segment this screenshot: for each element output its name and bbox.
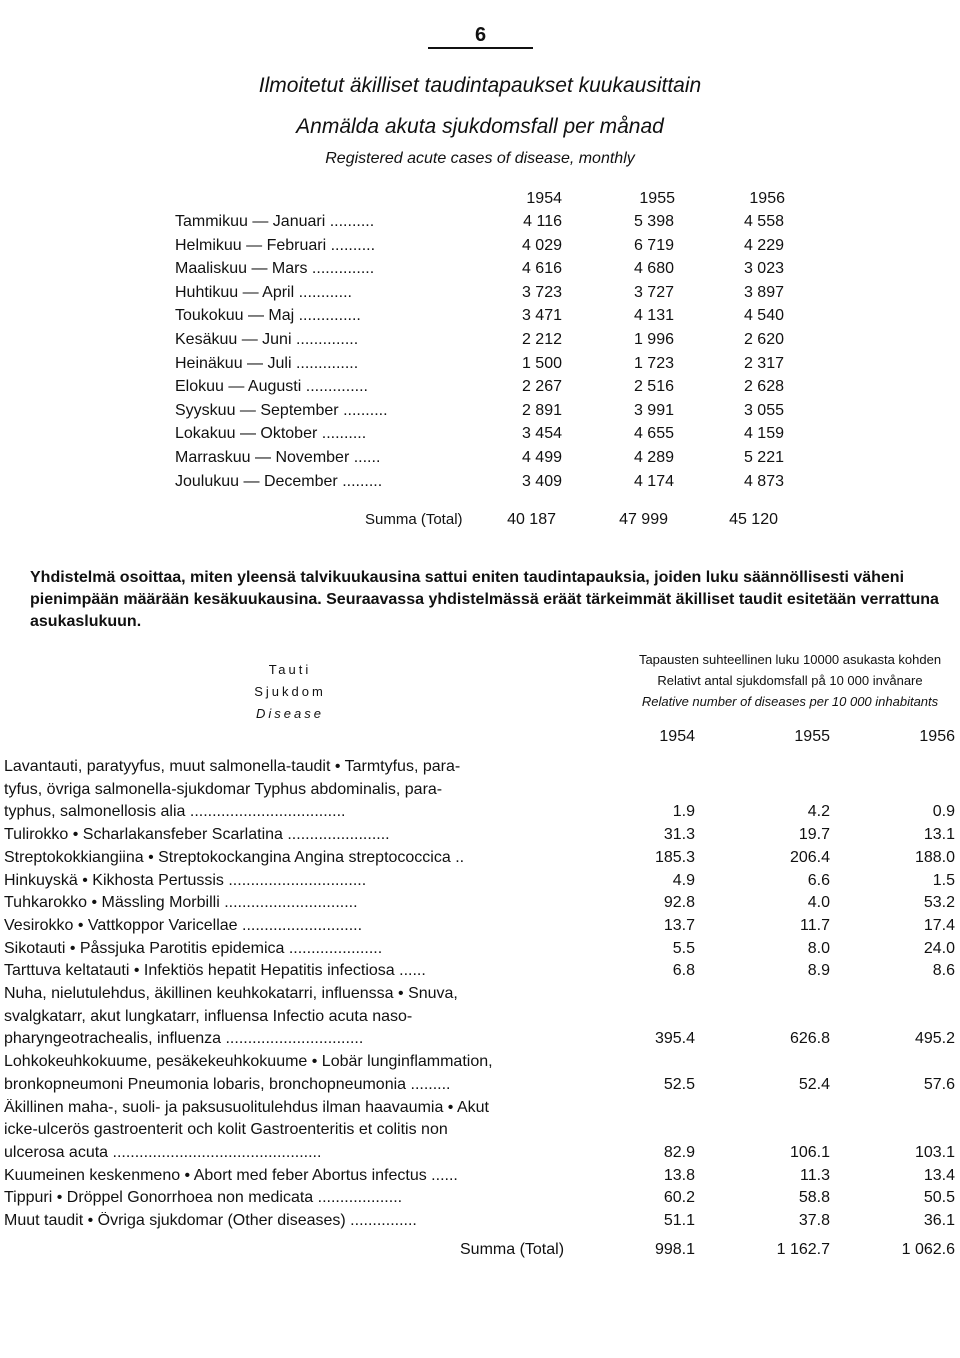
disease-rate-value: 11.7 <box>800 916 830 934</box>
month-value: 4 116 <box>523 213 562 230</box>
month-value: 2 620 <box>743 331 784 348</box>
disease-rate-value: 4.9 <box>672 871 695 889</box>
month-value: 2 317 <box>743 354 784 372</box>
month-value: 4 029 <box>521 236 562 254</box>
month-label: Tammikuu — Januari .......... <box>175 213 375 230</box>
title-english: Registered acute cases of disease, monthly <box>325 150 635 167</box>
month-value: 5 398 <box>633 213 674 230</box>
disease-rate-value: 37.8 <box>798 1212 830 1229</box>
month-value: 3 727 <box>633 283 674 301</box>
disease-label-line: icke-ulcerös gastroenterit och kolit Gastroenteritis et colitis non <box>4 1121 448 1139</box>
disease-rate-value: 626.8 <box>789 1030 830 1048</box>
disease-rate-value: 495.2 <box>914 1030 955 1048</box>
disease-rate-value: 13.8 <box>663 1166 695 1184</box>
month-label: Toukokuu — Maj .............. <box>175 307 361 325</box>
page-number-rule <box>428 47 533 49</box>
month-value: 4 174 <box>633 472 674 490</box>
header-tauti: Tauti <box>268 662 312 677</box>
month-value: 4 558 <box>743 213 784 230</box>
header-rate-swedish: Relativt antal sjukdomsfall på 10 000 invånare <box>657 673 923 688</box>
disease-label-line: Äkillinen maha-, suoli- ja paksusuolitulehdus ilman haavaumia • Akut <box>4 1098 489 1116</box>
disease-rate-value: 13.1 <box>923 826 955 844</box>
header-rate-english: Relative number of diseases per 10 000 inhabitants <box>641 694 939 709</box>
disease-label-line: Hinkuyskä • Kikhosta Pertussis ............................... <box>4 871 367 889</box>
disease-label-line: Vesirokko • Vattkoppor Varicellae ........................... <box>4 916 363 934</box>
monthly-total-value: 45 120 <box>729 511 778 528</box>
month-value: 4 131 <box>633 307 674 325</box>
month-value: 2 628 <box>743 378 784 396</box>
disease-rate-value: 8.9 <box>807 962 830 980</box>
disease-rate-value: 50.5 <box>923 1189 955 1207</box>
disease-rate-value: 24.0 <box>923 939 955 957</box>
monthly-total-label: Summa (Total) <box>365 511 463 528</box>
month-label: Lokakuu — Oktober .......... <box>175 425 367 443</box>
month-value: 2 212 <box>521 331 562 348</box>
month-value: 4 499 <box>521 449 562 466</box>
disease-label-line: bronkopneumoni Pneumonia lobaris, bronchopneumonia ......... <box>4 1075 451 1093</box>
disease-label-line: svalgkatarr, akut lungkatarr, influensa Infectio acuta naso- <box>4 1007 413 1025</box>
disease-label-line: Kuumeinen keskenmeno • Abort med feber Abortus infectus ...... <box>4 1166 458 1184</box>
month-label: Helmikuu — Februari .......... <box>175 236 376 254</box>
header-rate-finnish: Tapausten suhteellinen luku 10000 asukasta kohden <box>638 652 942 667</box>
disease-label-line: Streptokokkiangiina • Streptokockangina Angina streptococcica .. <box>4 848 465 866</box>
disease-rate-value: 106.1 <box>789 1143 830 1161</box>
disease-rate-value: 13.4 <box>923 1166 955 1184</box>
header-sjukdom: Sjukdom <box>254 684 326 699</box>
disease-total-label: Summa (Total) <box>460 1240 565 1258</box>
month-label: Elokuu — Augusti .............. <box>175 378 368 396</box>
month-value: 6 719 <box>633 236 674 254</box>
disease-rate-value: 6.6 <box>807 871 830 889</box>
month-value: 3 723 <box>521 283 562 301</box>
disease-rate-value: 36.1 <box>923 1212 955 1229</box>
year-header-1955: 1955 <box>639 190 675 207</box>
month-value: 3 991 <box>633 401 674 419</box>
disease-rate-value: 4.0 <box>807 894 830 912</box>
month-label: Syyskuu — September .......... <box>175 401 388 419</box>
year-header-1956: 1956 <box>749 190 785 207</box>
month-value: 4 680 <box>633 260 674 278</box>
disease-label-line: Lavantauti, paratyyfus, muut salmonella-taudit • Tarmtyfus, para- <box>4 758 461 775</box>
month-value: 2 891 <box>521 401 562 419</box>
monthly-total-value: 40 187 <box>507 511 556 528</box>
disease-label-line: ulcerosa acuta ............................................... <box>4 1143 322 1161</box>
disease-total-value: 998.1 <box>654 1240 695 1258</box>
year-header-1954: 1954 <box>526 190 562 207</box>
disease-rate-value: 8.6 <box>932 962 955 980</box>
disease-total-value: 1 162.7 <box>776 1240 830 1258</box>
month-label: Marraskuu — November ...... <box>175 449 381 466</box>
month-value: 4 873 <box>743 472 784 490</box>
disease-rate-value: 82.9 <box>663 1143 695 1161</box>
month-value: 2 516 <box>633 378 674 396</box>
disease-rate-value: 58.8 <box>798 1189 830 1207</box>
disease-rate-value: 31.3 <box>663 826 695 844</box>
month-value: 2 267 <box>521 378 562 396</box>
disease-rate-value: 11.3 <box>800 1166 830 1184</box>
disease-rate-value: 103.1 <box>914 1143 955 1161</box>
disease-label-line: Nuha, nielutulehdus, äkillinen keuhkokatarri, influenssa • Snuva, <box>4 985 458 1002</box>
month-value: 4 655 <box>633 425 674 443</box>
disease-rate-value: 0.9 <box>932 803 955 821</box>
page-number: 6 <box>474 24 487 46</box>
month-value: 3 897 <box>743 283 784 301</box>
month-label: Heinäkuu — Juli .............. <box>175 354 359 372</box>
disease-rate-value: 92.8 <box>663 894 695 912</box>
disease-total-value: 1 062.6 <box>901 1240 955 1258</box>
month-label: Huhtikuu — April ............ <box>175 283 352 301</box>
disease-year-1954: 1954 <box>659 728 695 745</box>
disease-rate-value: 1.5 <box>932 871 955 889</box>
disease-rate-value: 6.8 <box>672 962 695 980</box>
disease-rate-value: 185.3 <box>654 848 695 866</box>
disease-label-line: Muut taudit • Övriga sjukdomar (Other diseases) ............... <box>4 1212 417 1229</box>
month-value: 4 229 <box>743 236 784 254</box>
month-value: 5 221 <box>743 449 784 466</box>
disease-rate-value: 206.4 <box>789 848 830 866</box>
disease-label-line: tyfus, övriga salmonella-sjukdomar Typhus abdominalis, para- <box>4 780 443 798</box>
title-finnish: Ilmoitetut äkilliset taudintapaukset kuukausittain <box>258 74 702 97</box>
disease-rate-value: 52.5 <box>663 1075 695 1093</box>
disease-label-line: Lohkokeuhkokuume, pesäkekeuhkokuume • Lobär lunginflammation, <box>4 1053 493 1071</box>
month-value: 1 723 <box>633 354 674 372</box>
disease-label-line: typhus, salmonellosis alia ................................... <box>4 803 346 821</box>
disease-label-line: Tarttuva keltatauti • Infektiös hepatit Hepatitis infectiosa ...... <box>4 962 426 980</box>
disease-rate-value: 5.5 <box>672 939 695 957</box>
month-value: 4 616 <box>521 260 562 278</box>
month-value: 3 454 <box>521 425 562 443</box>
header-disease: Disease <box>256 706 324 721</box>
month-label: Joulukuu — December ......... <box>175 472 383 490</box>
month-label: Maaliskuu — Mars .............. <box>175 260 375 278</box>
disease-rate-value: 57.6 <box>923 1075 955 1093</box>
disease-rate-value: 8.0 <box>807 939 830 957</box>
disease-label-line: Tulirokko • Scharlakansfeber Scarlatina ....................... <box>4 826 390 844</box>
disease-rate-value: 53.2 <box>923 894 955 912</box>
disease-label-line: Tippuri • Dröppel Gonorrhoea non medicata ................... <box>4 1189 403 1207</box>
disease-rate-value: 52.4 <box>798 1075 830 1093</box>
disease-label-line: pharyngeotrachealis, influenza ............................... <box>4 1030 364 1048</box>
title-swedish: Anmälda akuta sjukdomsfall per månad <box>296 115 664 138</box>
month-value: 4 159 <box>743 425 784 443</box>
month-value: 4 540 <box>743 307 784 325</box>
disease-rate-value: 60.2 <box>663 1189 695 1207</box>
month-value: 1 996 <box>633 331 674 348</box>
summary-paragraph: Yhdistelmä osoittaa, miten yleensä talvikuukausina sattui eniten taudintapauksia, joiden luku säännöllisesti väheni pienimpään määrään kesäkuukausina. Seuraavassa yhdistelmässä eräät tärkeimmät äkilliset taudit esitetään verrattuna asukaslukuun. <box>30 569 939 630</box>
disease-label-line: Tuhkarokko • Mässling Morbilli .............................. <box>4 894 358 912</box>
disease-rate-value: 188.0 <box>914 848 955 866</box>
disease-rate-value: 13.7 <box>663 916 695 934</box>
disease-year-1955: 1955 <box>794 728 830 745</box>
disease-year-1956: 1956 <box>919 728 955 745</box>
disease-rate-value: 19.7 <box>798 826 830 844</box>
disease-rate-value: 17.4 <box>923 916 955 934</box>
month-value: 4 289 <box>633 449 674 466</box>
monthly-total-value: 47 999 <box>619 511 668 528</box>
month-value: 3 409 <box>521 472 562 490</box>
disease-label-line: Sikotauti • Påssjuka Parotitis epidemica ..................... <box>4 939 383 957</box>
disease-rate-value: 395.4 <box>654 1030 695 1048</box>
month-value: 3 471 <box>521 307 562 325</box>
month-label: Kesäkuu — Juni .............. <box>175 331 359 348</box>
disease-rate-value: 1.9 <box>672 803 695 821</box>
month-value: 1 500 <box>521 354 562 372</box>
month-value: 3 023 <box>743 260 784 278</box>
disease-rate-value: 51.1 <box>663 1212 695 1229</box>
month-value: 3 055 <box>743 401 784 419</box>
disease-rate-value: 4.2 <box>807 803 830 821</box>
